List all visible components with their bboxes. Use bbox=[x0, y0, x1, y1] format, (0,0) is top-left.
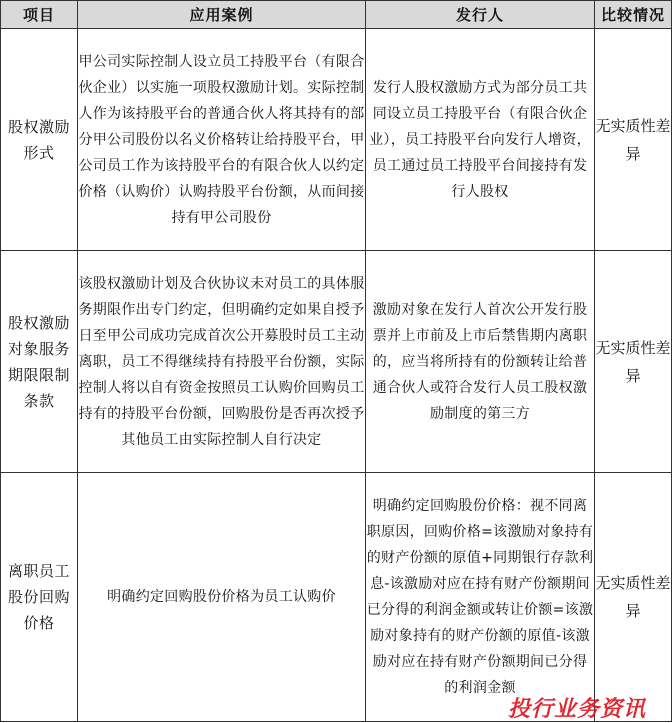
header-issuer: 发行人 bbox=[366, 1, 595, 29]
header-case: 应用案例 bbox=[78, 1, 366, 29]
row-issuer: 明确约定回购股份价格：视不同离职原因，回购价格=该激励对象持有的财产份额的原值+同期银行存款利息-该激励对应在持有财产份额期间已分得的利润金额或转让价额=该激励对象持有的财产份额的原值-该激励对应在持有财产份额期间已分得的利润金额 bbox=[366, 473, 595, 722]
table-header-row bbox=[1, 1, 672, 29]
row-comparison: 无实质性差异 bbox=[595, 251, 672, 473]
header-item: 项目 bbox=[1, 1, 78, 29]
row-case: 明确约定回购股份价格为员工认购价 bbox=[78, 473, 366, 722]
row-item: 股权激励对象服务期限限制条款 bbox=[1, 251, 78, 473]
table-row bbox=[1, 29, 672, 251]
watermark-text: 投行业务资讯 bbox=[507, 697, 646, 722]
header-comparison: 比较情况 bbox=[595, 1, 672, 29]
row-issuer: 发行人股权激励方式为部分员工共同设立员工持股平台（有限合伙企业），员工持股平台向发行人增资，员工通过员工持股平台间接持有发行人股权 bbox=[366, 29, 595, 251]
table-row bbox=[1, 473, 672, 722]
row-item: 股权激励形式 bbox=[1, 29, 78, 251]
table-row bbox=[1, 251, 672, 473]
row-comparison: 无实质性差异 bbox=[595, 473, 672, 722]
row-comparison: 无实质性差异 bbox=[595, 29, 672, 251]
row-issuer: 激励对象在发行人首次公开发行股票并上市前及上市后禁售期内离职的，应当将所持有的份额转让给普通合伙人或符合发行人员工股权激励制度的第三方 bbox=[366, 251, 595, 473]
row-case: 甲公司实际控制人设立员工持股平台（有限合伙企业）以实施一项股权激励计划。实际控制人作为该持股平台的普通合伙人将其持有的部分甲公司股份以名义价格转让给持股平台，甲公司员工作为该持股平台的有限合伙人以约定价格（认购价）认购持股平台份额，从而间接持有甲公司股份 bbox=[78, 29, 366, 251]
row-item: 离职员工股份回购价格 bbox=[1, 473, 78, 722]
row-case: 该股权激励计划及合伙协议未对员工的具体服务期限作出专门约定，但明确约定如果自授予日至甲公司成功完成首次公开募股时员工主动离职，员工不得继续持有持股平台份额，实际控制人将以自有资金按照员工认购价回购员工持有的持股平台份额，回购股份是否再次授予其他员工由实际控制人自行决定 bbox=[78, 251, 366, 473]
